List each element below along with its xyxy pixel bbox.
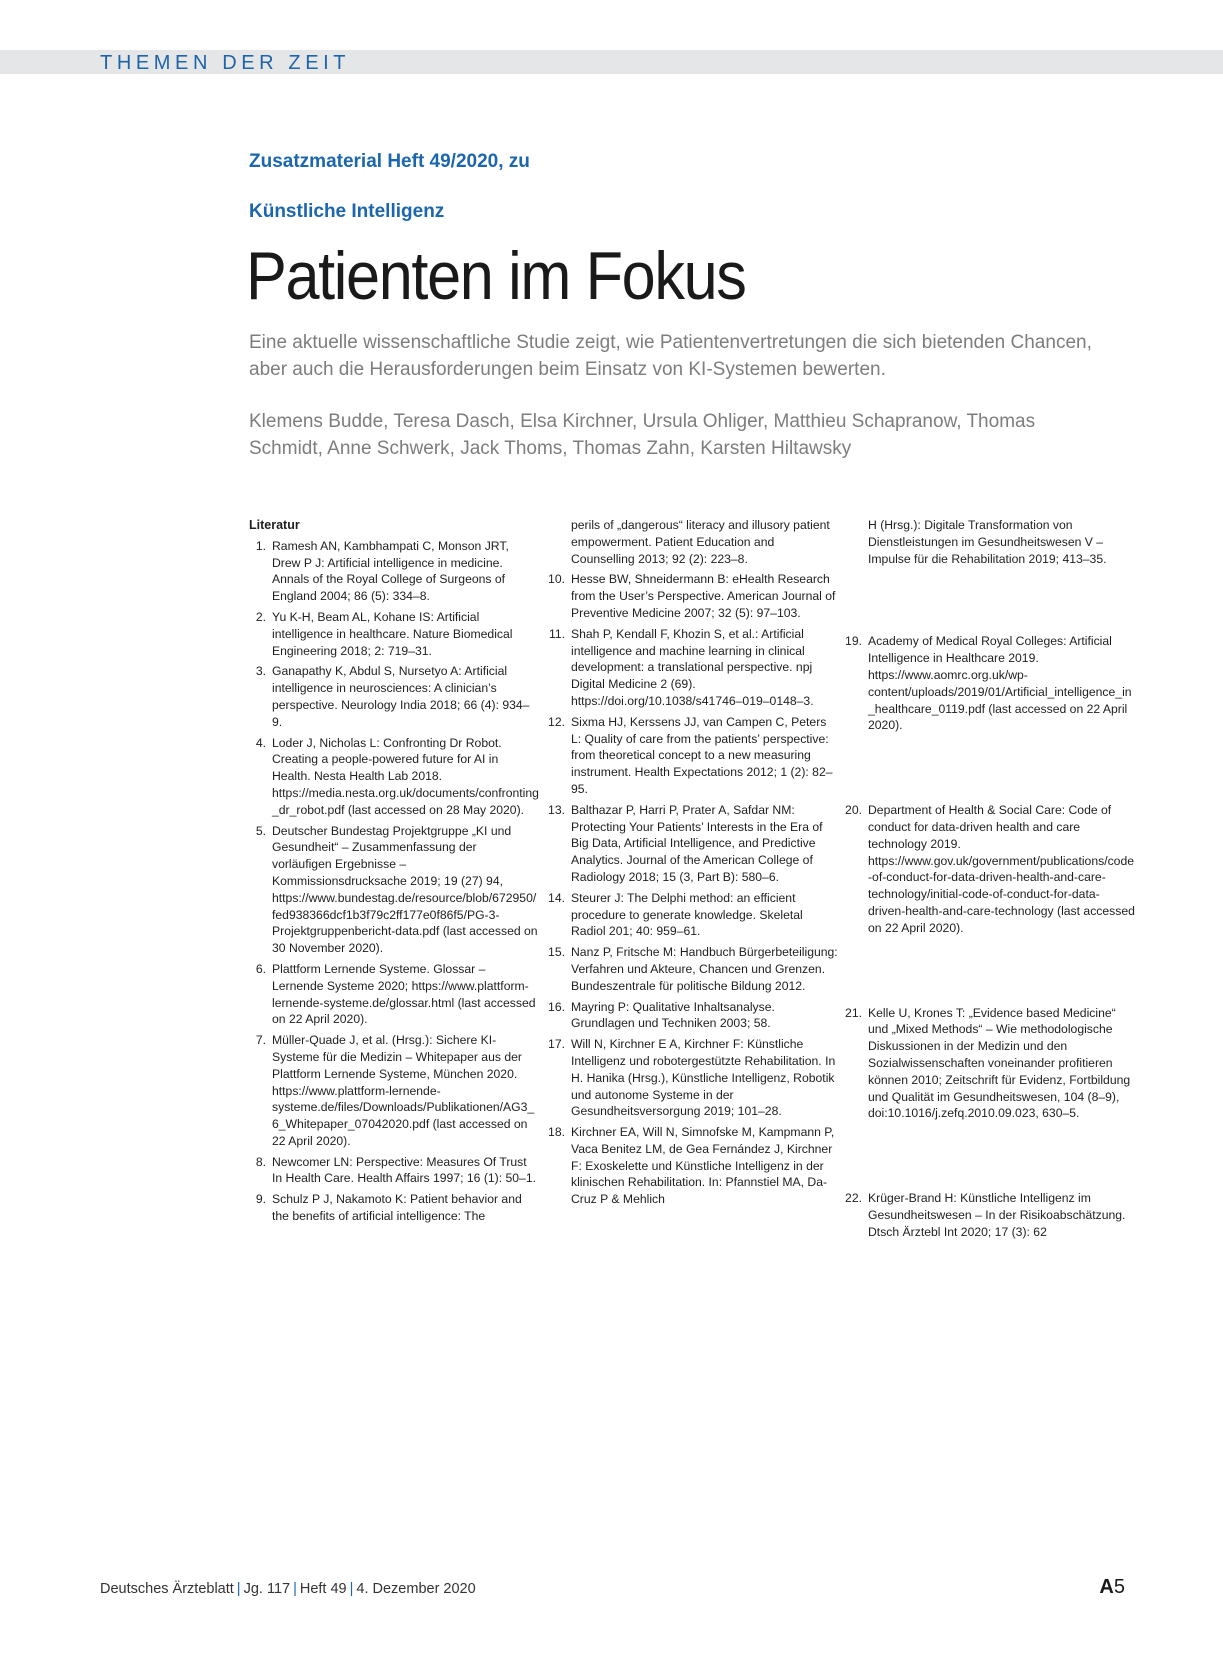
reference-number: 12. (548, 714, 565, 729)
reference-text: Balthazar P, Harri P, Prater A, Safdar NM: Protecting Your Patients’ Interests in the Era of Big Data, Artificial Intelligence, and Predictive Analytics. Journal of the American College of Radiology 2018; 15 (3, Part B): 580–6. (571, 802, 823, 884)
reference-text: Schulz P J, Nakamoto K: Patient behavior and the benefits of artificial intelligence: The (272, 1192, 522, 1224)
supplement-line: Zusatzmaterial Heft 49/2020, zu (249, 151, 530, 172)
reference-2 (249, 609, 539, 659)
reference-text: Deutscher Bundestag Projektgruppe „KI und Gesundheit“ – Zusammenfassung der vorläufigen Ergebnisse – Kommissionsdrucksache 2019; 19 (27) 94, https://www.bundestag.de/resource/blob/672950/fed938366dcf1b3f79c2ff177e0f86f5/PG-3-Projektgruppenbericht-data.pdf (last accessed on 30 November 2020). (272, 823, 538, 956)
reference-number: 9. (255, 1192, 266, 1207)
footer-issue: Heft 49 (299, 1581, 347, 1597)
literature-heading: Literatur (249, 518, 300, 532)
reference-17 (548, 1036, 838, 1120)
reference-number: 21. (845, 1005, 862, 1020)
reference-text: Sixma HJ, Kerssens JJ, van Campen C, Peters L: Quality of care from the patients’ perspective: from theoretical concept to a new measuring instrument. Health Expectations 2012; 1 (2): 82–95. (571, 714, 833, 796)
reference-18 (548, 1124, 838, 1208)
reference-number: 16. (548, 999, 565, 1014)
reference-text: Kelle U, Krones T: „Evidence based Medicine“ und „Mixed Methods“ – Wie methodologische Diskussionen in der Medizin und den Sozialwissenschaften voneinander profitieren können 2010; Zeitschrift für Evidenz, Fortbildung und Qualität im Gesundheitswesen, 104 (8–9), doi:10.1016/j.zefq.2010.09.023, 630–5. (868, 1005, 1131, 1121)
reference-22 (845, 1190, 1135, 1240)
reference-text: Shah P, Kendall F, Khozin S, et al.: Artificial intelligence and machine learning in clinical development: a translational perspective. npj Digital Medicine 2 (69). https://doi.org/10.1038/s41746–019–0148–3. (571, 626, 814, 708)
reference-number: 19. (845, 634, 862, 649)
reference-1 (249, 538, 539, 605)
footer-separator: | (349, 1581, 354, 1597)
section-label: THEMEN DER ZEIT (100, 52, 351, 74)
article-kicker: Künstliche Intelligenz (249, 201, 445, 222)
footer-journal: Deutsches Ärzteblatt (100, 1581, 234, 1597)
reference-11 (548, 626, 838, 710)
reference-number: 10. (548, 572, 565, 587)
reference-19 (845, 633, 1135, 734)
reference-text: Krüger-Brand H: Künstliche Intelligenz im Gesundheitswesen – In der Risikoabschätzung. Dtsch Ärztebl Int 2020; 17 (3): 62 (868, 1191, 1126, 1239)
page-number-value: 5 (1113, 1576, 1125, 1598)
reference-text: Hesse BW, Shneidermann B: eHealth Research from the User’s Perspective. American Journal of Preventive Medicine 2007; 32 (5): 97–103. (571, 572, 836, 620)
reference-18-continued (845, 517, 1135, 567)
footer-date: 4. Dezember 2020 (356, 1581, 476, 1597)
reference-4 (249, 735, 539, 819)
reference-number: 8. (255, 1154, 266, 1169)
reference-text: Mayring P: Qualitative Inhaltsanalyse. Grundlagen und Techniken 2003; 58. (571, 999, 775, 1031)
page-footer (100, 1581, 476, 1597)
reference-number: 7. (255, 1033, 266, 1048)
reference-text: Yu K-H, Beam AL, Kohane IS: Artificial intelligence in healthcare. Nature Biomedical Engineering 2018; 2: 719–31. (272, 609, 513, 658)
reference-number: 6. (255, 961, 266, 976)
article-lead: Eine aktuelle wissenschaftliche Studie zeigt, wie Patientenvertretungen die sich bietenden Chancen, aber auch die Herausforderungen beim Einsatz von KI-Systemen bewerten. (249, 332, 1092, 380)
reference-14 (548, 890, 838, 940)
article-title: Patienten im Fokus (246, 238, 746, 314)
reference-3 (249, 663, 539, 730)
reference-text: Newcomer LN: Perspective: Measures Of Trust In Health Care. Health Affairs 1997; 16 (1): 50–1. (272, 1154, 536, 1186)
reference-text: Loder J, Nicholas L: Confronting Dr Robot. Creating a people-powered future for AI in Health. Nesta Health Lab 2018. https://media.nesta.org.uk/documents/confronting_dr_robot.pdf (last accessed on 28 May 2020). (272, 735, 539, 817)
reference-number: 2. (255, 609, 266, 624)
reference-text: Department of Health & Social Care: Code of conduct for data-driven health and care technology 2019. https://www.gov.uk/government/publications/code-of-conduct-for-data-driven-health-and-care-technology/initial-code-of-conduct-for-data-driven-health-and-care-technology (last accessed on 22 April 2020). (868, 803, 1135, 935)
page-number (1099, 1576, 1125, 1599)
reference-number: 17. (548, 1037, 565, 1052)
reference-text: Will N, Kirchner E A, Kirchner F: Künstliche Intelligenz und robotergestützte Rehabilitation. In H. Hanika (Hrsg.), Künstliche Intelligenz, Robotik und autonome Systeme in der Gesundheitsversorgung 2019; 101–28. (571, 1037, 836, 1119)
reference-text: Steurer J: The Delphi method: an efficient procedure to generate knowledge. Skeletal Radiol 201; 40: 959–61. (571, 890, 803, 939)
article-authors: Klemens Budde, Teresa Dasch, Elsa Kirchner, Ursula Ohliger, Matthieu Schapranow, Thomas Schmidt, Anne Schwerk, Jack Thoms, Thomas Zahn, Karsten Hiltawsky (249, 411, 1036, 459)
reference-8 (249, 1154, 539, 1188)
reference-16 (548, 999, 838, 1033)
reference-13 (548, 802, 838, 886)
footer-volume: Jg. 117 (243, 1581, 291, 1597)
reference-number: 20. (845, 803, 862, 818)
reference-text: Academy of Medical Royal Colleges: Artificial Intelligence in Healthcare 2019. https://www.aomrc.org.uk/wp-content/uploads/2019/01/Artificial_intelligence_in_healthcare_0119.pdf (last accessed on 22 April 2020). (868, 634, 1132, 733)
reference-text: H (Hrsg.): Digitale Transformation von Dienstleistungen im Gesundheitswesen V – Impulse für die Rehabilitation 2019; 413–35. (868, 518, 1107, 566)
footer-separator: | (293, 1581, 297, 1597)
reference-text: Kirchner EA, Will N, Simnofske M, Kampmann P, Vaca Benitez LM, de Gea Fernández J, Kirchner F: Exoskelette und Künstliche Intelligenz in der klinischen Rehabilitation. In: Pfannstiel MA, Da-Cruz P & Mehlich (571, 1125, 835, 1207)
reference-20 (845, 802, 1135, 936)
reference-number: 14. (548, 890, 565, 905)
reference-number: 4. (255, 735, 266, 750)
reference-12 (548, 714, 838, 798)
reference-number: 1. (255, 538, 266, 553)
reference-number: 3. (255, 664, 266, 679)
reference-7 (249, 1032, 539, 1150)
reference-text: Ganapathy K, Abdul S, Nursetyo A: Artificial intelligence in neurosciences: A clinician’s perspective. Neurology India 2018; 66 (4): 934–9. (272, 664, 530, 729)
literature-column-2 (548, 517, 838, 1212)
reference-text: Müller-Quade J, et al. (Hrsg.): Sichere KI-Systeme für die Medizin – Whitepaper aus der Plattform Lernende Systeme, München 2020. https://www.plattform-lernende-systeme.de/files/Downloads/Publikationen/AG3_6_Whitepaper_07042020.pdf (last accessed on 22 April 2020). (272, 1033, 535, 1148)
reference-number: 15. (548, 945, 565, 960)
reference-6 (249, 961, 539, 1028)
reference-number: 13. (548, 802, 565, 817)
reference-9-continued (548, 517, 838, 567)
literature-column-3 (845, 517, 1135, 1245)
reference-text: perils of „dangerous“ literacy and illusory patient empowerment. Patient Education and Counselling 2013; 92 (2): 223–8. (571, 518, 830, 566)
reference-10 (548, 571, 838, 621)
reference-5 (249, 823, 539, 957)
reference-number: 18. (548, 1125, 565, 1140)
reference-15 (548, 944, 838, 994)
reference-9 (249, 1191, 539, 1225)
reference-21 (845, 1005, 1135, 1123)
reference-number: 5. (255, 823, 266, 838)
reference-text: Ramesh AN, Kambhampati C, Monson JRT, Drew P J: Artificial intelligence in medicine. Annals of the Royal College of Surgeons of England 2004; 86 (5): 334–8. (272, 538, 509, 604)
footer-separator: | (236, 1581, 241, 1597)
reference-number: 22. (845, 1191, 862, 1206)
reference-text: Plattform Lernende Systeme. Glossar – Lernende Systeme 2020; https://www.plattform-lernende-systeme.de/glossar.html (last accessed on 22 April 2020). (272, 961, 536, 1027)
page-prefix: A (1099, 1576, 1114, 1598)
reference-number: 11. (548, 626, 565, 641)
literature-column-1 (249, 517, 539, 1229)
reference-text: Nanz P, Fritsche M: Handbuch Bürgerbeteiligung: Verfahren und Akteure, Chancen und Grenzen. Bundeszentrale für politische Bildung 2012. (571, 945, 838, 993)
